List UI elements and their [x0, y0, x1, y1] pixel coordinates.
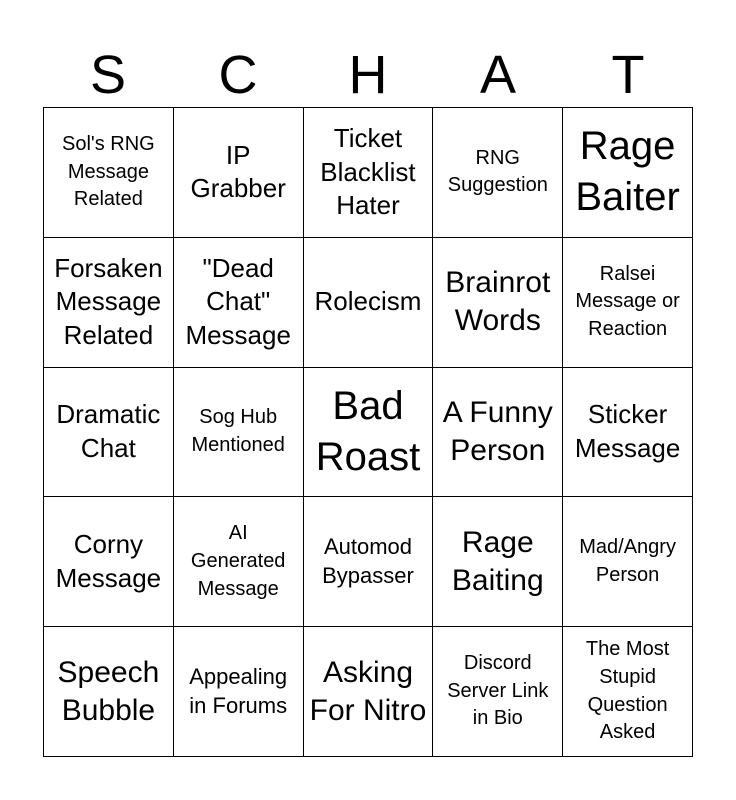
bingo-cell[interactable] [174, 627, 304, 757]
bingo-cell[interactable] [433, 368, 563, 498]
header-letter-a: A [479, 45, 517, 105]
cell-text: Sticker Message [574, 399, 681, 463]
bingo-cell[interactable] [304, 108, 434, 238]
cell-text: Speech Bubble [57, 655, 160, 727]
bingo-cell[interactable] [433, 108, 563, 238]
header-letter-c: C [218, 45, 258, 105]
bingo-cell[interactable] [563, 238, 693, 368]
bingo-cell[interactable] [563, 497, 693, 627]
cell-text: Brainrot Words [445, 266, 551, 338]
bingo-grid [43, 107, 693, 757]
cell-text: Ticket Blacklist Hater [320, 122, 416, 221]
bingo-cell[interactable] [174, 238, 304, 368]
bingo-cell[interactable] [304, 368, 434, 498]
bingo-cell[interactable] [433, 627, 563, 757]
cell-text: RNG Suggestion [447, 146, 548, 197]
cell-text: Mad/Angry Person [579, 536, 676, 586]
cell-text: Rolecism [314, 286, 422, 317]
cell-text: IP Grabber [190, 139, 286, 204]
cell-text: Appealing in Forums [189, 664, 288, 718]
cell-text: "Dead Chat" Message [185, 252, 291, 351]
cell-text: Automod Bypasser [322, 534, 414, 588]
bingo-cell[interactable] [563, 627, 693, 757]
header-letter-h: H [348, 45, 388, 105]
cell-text: A Funny Person [442, 395, 553, 467]
cell-text: Dramatic Chat [56, 399, 161, 463]
bingo-cell[interactable] [44, 108, 174, 238]
bingo-cell[interactable] [563, 368, 693, 498]
bingo-cell[interactable] [44, 497, 174, 627]
bingo-cell[interactable] [304, 627, 434, 757]
cell-text: Sog Hub Mentioned [191, 406, 285, 456]
cell-text: AI Generated Message [190, 522, 286, 600]
cell-text: Rage Baiter [575, 124, 680, 220]
cell-text: Sol's RNG Message Related [62, 133, 155, 211]
bingo-cell[interactable] [433, 238, 563, 368]
bingo-header [43, 42, 693, 108]
bingo-cell[interactable] [304, 238, 434, 368]
bingo-cell[interactable] [433, 497, 563, 627]
bingo-cell[interactable] [44, 238, 174, 368]
cell-text: Bad Roast [315, 383, 421, 479]
cell-text: Discord Server Link in Bio [447, 652, 549, 730]
bingo-cell[interactable] [174, 108, 304, 238]
cell-text: Rage Baiting [451, 525, 544, 597]
bingo-cell[interactable] [174, 368, 304, 498]
cell-text: Ralsei Message or Reaction [575, 262, 680, 340]
bingo-cell[interactable] [304, 497, 434, 627]
bingo-cell[interactable] [44, 627, 174, 757]
cell-text: The Most Stupid Question Asked [585, 638, 670, 744]
cell-text: Corny Message [55, 528, 162, 593]
bingo-cell[interactable] [44, 368, 174, 498]
header-letter-t: T [611, 45, 645, 105]
bingo-cell[interactable] [563, 108, 693, 238]
cell-text: Asking For Nitro [309, 655, 427, 727]
cell-text: Forsaken Message Related [54, 252, 163, 351]
header-letter-s: S [89, 45, 127, 105]
bingo-cell[interactable] [174, 497, 304, 627]
